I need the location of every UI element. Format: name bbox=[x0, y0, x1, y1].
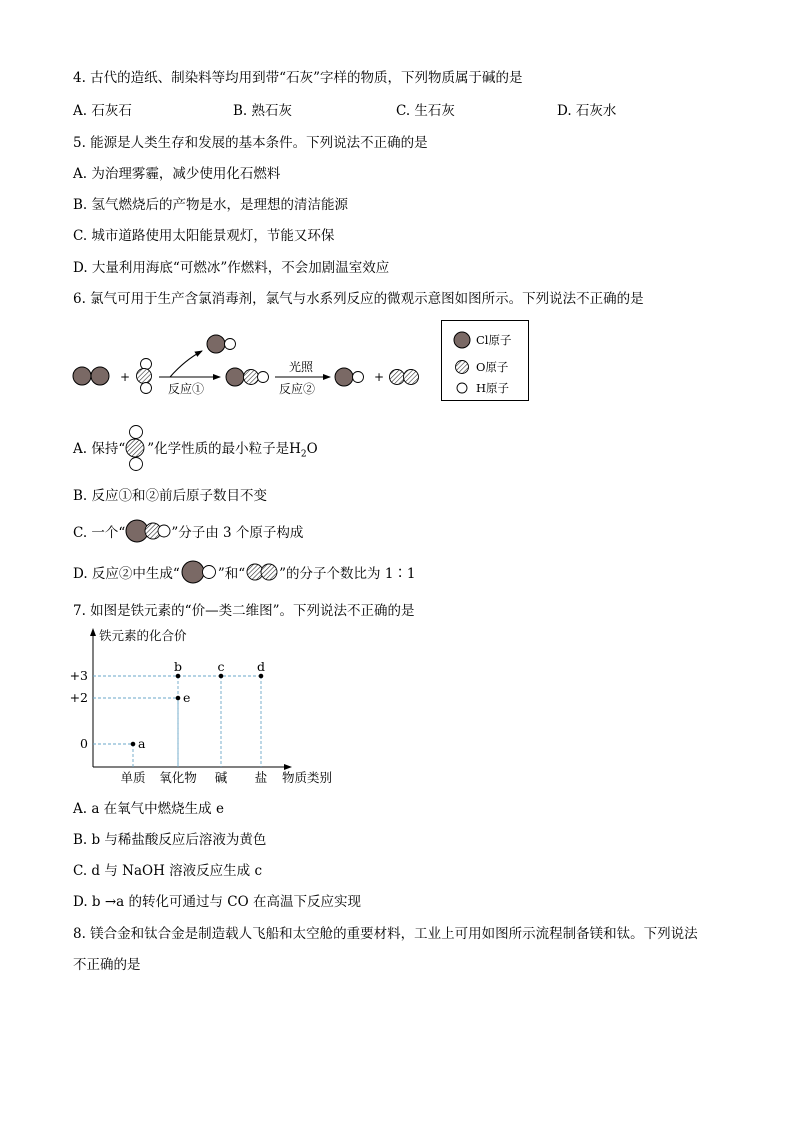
y-axis-label: 铁元素的化合价 bbox=[99, 628, 187, 643]
x-category-label: 碱 bbox=[214, 770, 228, 785]
q7-option-c: C. d 与 NaOH 溶液反应生成 c bbox=[73, 863, 262, 879]
y-tick-label: +3 bbox=[70, 668, 88, 683]
x-axis-label: 物质类别 bbox=[282, 770, 333, 785]
water-molecule-icon bbox=[125, 422, 147, 472]
q8-stem-line1: 8. 镁合金和钛合金是制造载人飞船和太空舱的重要材料，工业上可用如图所示流程制备镁和钛。下列说法 bbox=[73, 926, 698, 942]
y-axis-arrow bbox=[90, 628, 96, 636]
legend-cl-icon bbox=[454, 332, 470, 348]
data-point-label: b bbox=[173, 659, 183, 674]
data-point-label: a bbox=[138, 736, 146, 751]
q6-option-a: A. 保持“ ”化学性质的最小粒子是$H_2O$ bbox=[73, 437, 318, 460]
y-tick-label: +2 bbox=[70, 690, 88, 705]
q7-valence-chart bbox=[70, 622, 360, 788]
data-point bbox=[176, 696, 181, 701]
q6-legend bbox=[441, 320, 529, 401]
q5-stem: 5. 能源是人类生存和发展的基本条件。下列说法不正确的是 bbox=[73, 135, 428, 151]
hcl-branch-arrow bbox=[170, 351, 202, 377]
q6-option-d: D. 反应②中生成“ ”和“ ”的分子个数比为 1∶1 bbox=[73, 562, 416, 585]
q8-stem-line2: 不正确的是 bbox=[73, 957, 141, 973]
q7-option-b: B. b 与稀盐酸反应后溶液为黄色 bbox=[73, 832, 267, 848]
reaction2-label: 反应② bbox=[279, 382, 316, 396]
q5-option-b: B. 氢气燃烧后的产物是水，是理想的清洁能源 bbox=[73, 197, 349, 213]
hcl-molecule bbox=[207, 335, 236, 353]
q4-option-d: D. 石灰水 bbox=[557, 103, 617, 119]
legend-h-icon bbox=[457, 383, 467, 393]
hcl-molecule-icon bbox=[180, 559, 218, 585]
data-point-label: e bbox=[183, 690, 191, 705]
x-category-label: 盐 bbox=[254, 770, 268, 785]
oxygen-molecule-icon bbox=[245, 559, 279, 585]
reaction1-label: 反应① bbox=[168, 382, 205, 396]
x-category-label: 氧化物 bbox=[159, 770, 197, 785]
legend-h-label: H原子 bbox=[476, 381, 510, 395]
q6-option-c: C. 一个“ ”分子由 3 个原子构成 bbox=[73, 521, 303, 544]
data-point bbox=[259, 674, 264, 679]
plus-sign-2: + bbox=[374, 370, 385, 384]
legend-o-icon bbox=[456, 361, 469, 374]
data-point bbox=[131, 742, 136, 747]
y-tick-label: 0 bbox=[80, 736, 88, 751]
q5-option-d: D. 大量利用海底“可燃冰”作燃料，不会加剧温室效应 bbox=[73, 260, 390, 276]
q4-option-c: C. 生石灰 bbox=[396, 103, 455, 119]
q5-option-a: A. 为治理雾霾，减少使用化石燃料 bbox=[73, 166, 281, 182]
legend-o-label: O原子 bbox=[476, 360, 509, 374]
q4-stem: 4. 古代的造纸、制染料等均用到带“石灰”字样的物质，下列物质属于碱的是 bbox=[73, 70, 523, 86]
data-point bbox=[176, 674, 181, 679]
hclo-molecule-icon bbox=[125, 518, 171, 544]
x-category-label: 单质 bbox=[120, 770, 146, 785]
q7-option-a: A. a 在氧气中燃烧生成 e bbox=[73, 801, 224, 817]
light-label: 光照 bbox=[289, 360, 314, 374]
plus-sign-1: + bbox=[120, 370, 131, 384]
q7-option-d: D. b →a 的转化可通过与 CO 在高温下反应实现 bbox=[73, 894, 361, 910]
q4-option-b: B. 熟石灰 bbox=[233, 103, 293, 119]
data-point-label: d bbox=[256, 659, 266, 674]
data-point-label: c bbox=[217, 659, 225, 674]
data-point bbox=[219, 674, 224, 679]
chlorine-molecule bbox=[73, 367, 109, 385]
q6-option-b: B. 反应①和②前后原子数目不变 bbox=[73, 488, 268, 504]
water-molecule bbox=[137, 359, 152, 394]
q4-option-a: A. 石灰石 bbox=[73, 103, 132, 119]
hcl-product-molecule bbox=[335, 368, 364, 386]
hclo-molecule bbox=[226, 368, 269, 386]
legend-cl-label: Cl原子 bbox=[476, 333, 512, 347]
q6-stem: 6. 氯气可用于生产含氯消毒剂，氯气与水系列反应的微观示意图如图所示。下列说法不正确的是 bbox=[73, 291, 644, 307]
q5-option-c: C. 城市道路使用太阳能景观灯，节能又环保 bbox=[73, 228, 335, 244]
q7-stem: 7. 如图是铁元素的“价—类二维图”。下列说法不正确的是 bbox=[73, 603, 415, 619]
oxygen-molecule bbox=[390, 370, 419, 385]
